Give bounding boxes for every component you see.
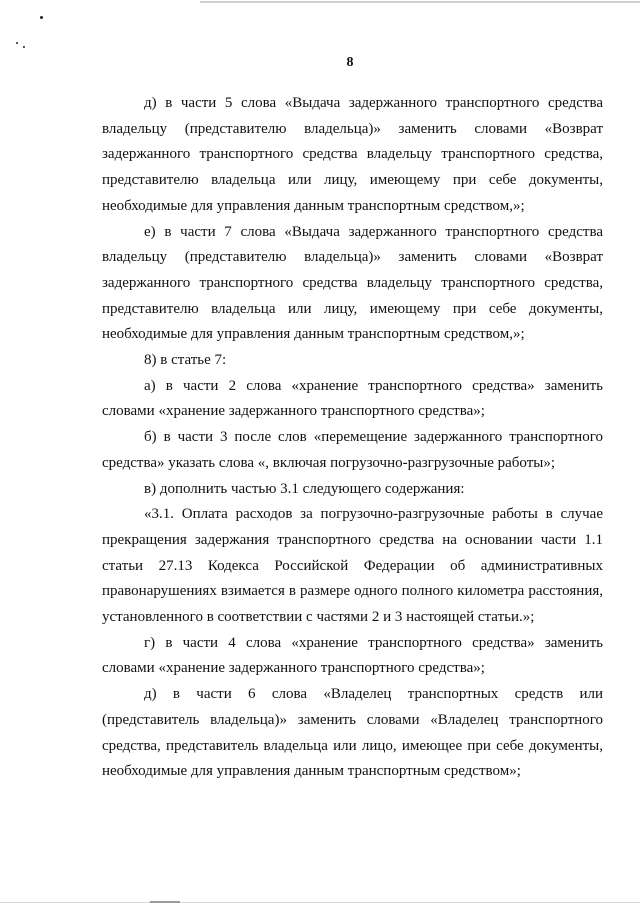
scan-speck <box>23 46 25 48</box>
page-number: 8 <box>346 55 354 70</box>
paragraph: д) в части 6 слова «Владелец транспортных средств или (представитель владельца)» заменить словами «Владелец транспортного средства, представитель владельца или лицо, имеющее при себе документы, необходимые для управления данным транспортным средством»; <box>102 686 603 780</box>
paragraph: в) дополнить частью 3.1 следующего содержания: <box>144 480 465 497</box>
scan-top-edge <box>200 1 640 3</box>
paragraph: д) в части 5 слова «Выдача задержанного транспортного средства владельцу (представителю владельца)» заменить словами «Возврат задержанного транспортного средства владельцу транспортного средства, представителю владельца или лицу, имеющему при себе документы, необходимые для управления данным транспортным средством,»; <box>102 95 603 214</box>
paragraph: г) в части 4 слова «хранение транспортного средства» заменить словами «хранение задержанного транспортного средства»; <box>102 634 603 677</box>
paragraph: «3.1. Оплата расходов за погрузочно-разгрузочные работы в случае прекращения задержания транспортного средства на основании части 1.1 статьи 27.13 Кодекса Российской Федерации об административных правонарушениях взимается в размере одного полного километра расстояния, установленного в соответствии с частями 2 и 3 настоящей статьи.»; <box>102 506 603 626</box>
paragraph: б) в части 3 после слов «перемещение задержанного транспортного средства» указать слова «, включая погрузочно-разгрузочные работы»; <box>102 429 603 471</box>
scan-bottom-edge <box>0 902 640 903</box>
paragraph: е) в части 7 слова «Выдача задержанного транспортного средства владельцу (представителю владельца)» заменить словами «Возврат задержанного транспортного средства владельцу транспортного средства, представителю владельца или лицу, имеющему при себе документы, необходимые для управления данным транспортным средством,»; <box>102 223 603 343</box>
scan-speck <box>40 16 43 19</box>
paragraph: а) в части 2 слова «хранение транспортного средства» заменить словами «хранение задержанного транспортного средства»; <box>102 377 603 420</box>
scan-mark <box>150 901 180 903</box>
paragraph: 8) в статье 7: <box>144 352 227 369</box>
document-body <box>102 91 603 785</box>
scan-speck <box>16 42 18 44</box>
